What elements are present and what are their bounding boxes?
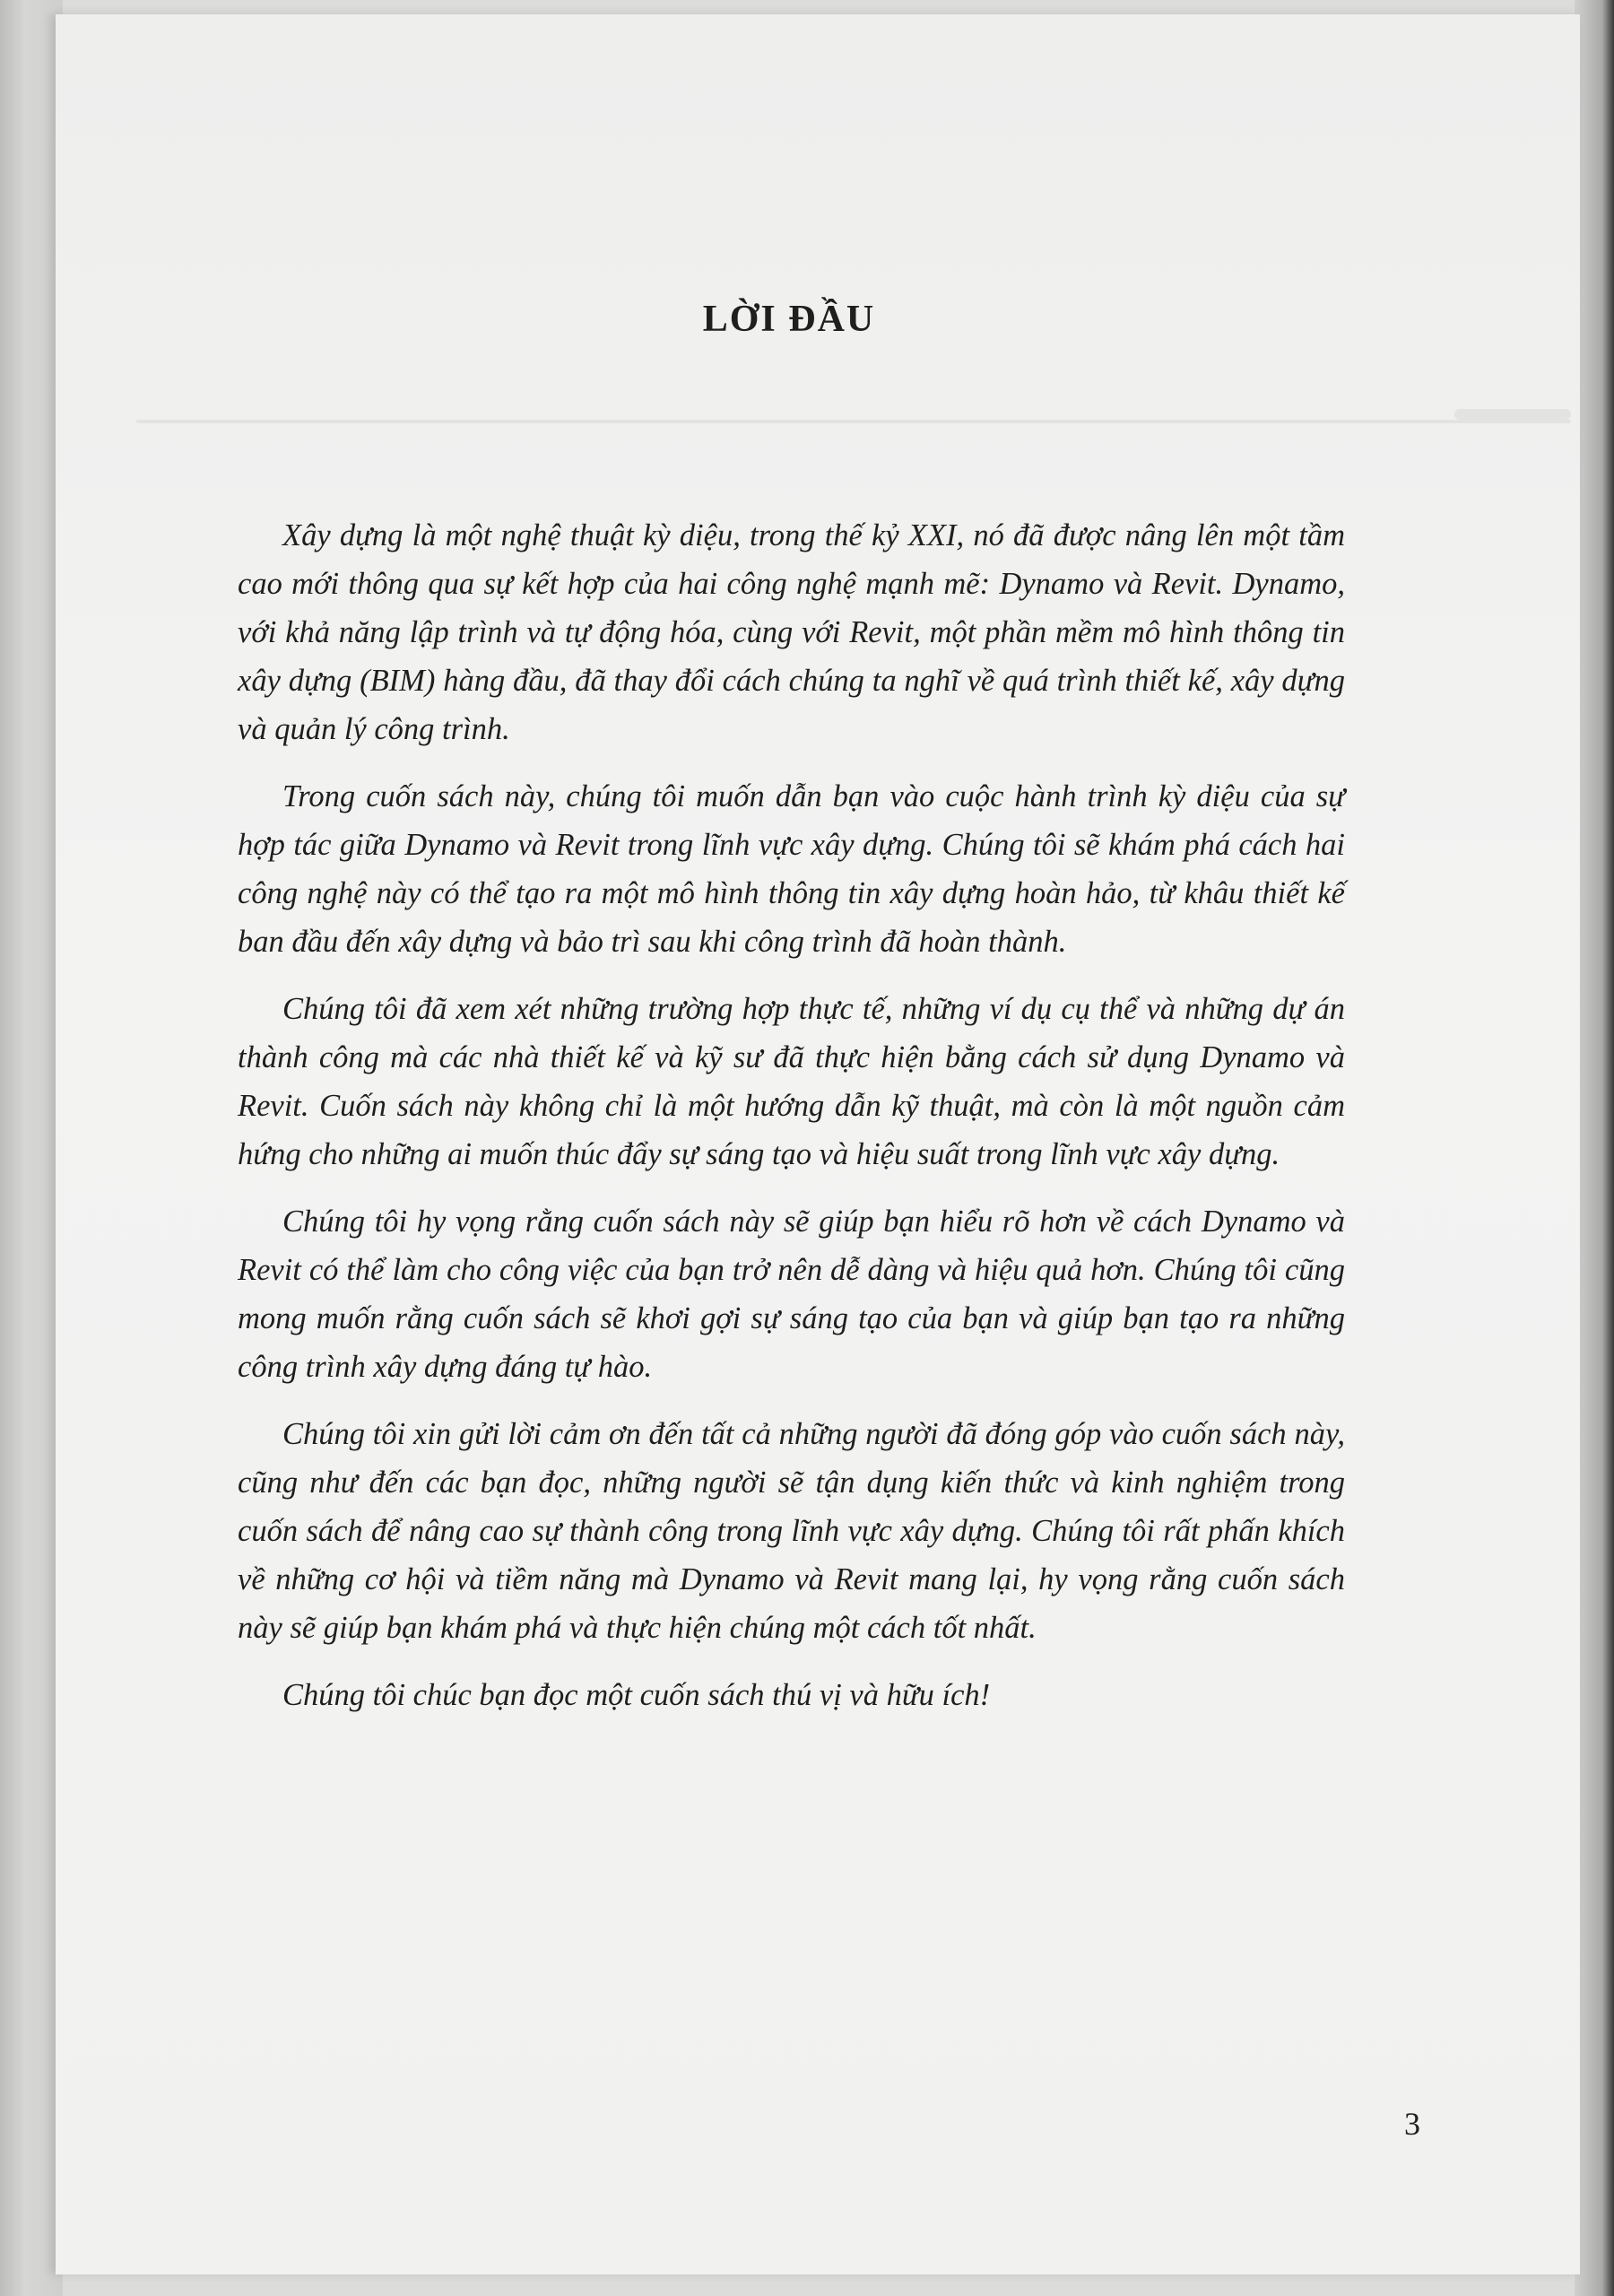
paragraph-3: Chúng tôi đã xem xét những trường hợp thực tế, những ví dụ cụ thể và những dự án thành công mà các nhà thiết kế và kỹ sư đã thực hiện bằng cách sử dụng Dynamo và Revit. Cuốn sách này không chỉ là một hướng dẫn kỹ thuật, mà còn là một nguồn cảm hứng cho những ai muốn thúc đẩy sự sáng tạo và hiệu suất trong lĩnh vực xây dựng. (238, 992, 1345, 1171)
bleed-through-mark (1454, 409, 1571, 420)
bleed-through-rule (136, 420, 1571, 423)
book-right-edge (1575, 0, 1614, 2296)
book-spine-edge (0, 0, 63, 2296)
paragraph-6: Chúng tôi chúc bạn đọc một cuốn sách thú vị và hữu ích! (282, 1678, 991, 1712)
paragraph-1: Xây dựng là một nghệ thuật kỳ diệu, trong thế kỷ XXI, nó đã được nâng lên một tầm cao mới thông qua sự kết hợp của hai công nghệ mạnh mẽ: Dynamo và Revit. Dynamo, với khả năng lập trình và tự động hóa, cùng với Revit, một phần mềm mô hình thông tin xây dựng (BIM) hàng đầu, đã thay đổi cách chúng ta nghĩ về quá trình thiết kế, xây dựng và quản lý công trình. (238, 518, 1345, 746)
page-number: 3 (1404, 2106, 1420, 2142)
paragraph-4: Chúng tôi hy vọng rằng cuốn sách này sẽ giúp bạn hiểu rõ hơn về cách Dynamo và Revit có thể làm cho công việc của bạn trở nên dễ dàng và hiệu quả hơn. Chúng tôi cũng mong muốn rằng cuốn sách sẽ khơi gợi sự sáng tạo của bạn và giúp bạn tạo ra những công trình xây dựng đáng tự hào. (238, 1205, 1345, 1384)
paragraph-5: Chúng tôi xin gửi lời cảm ơn đến tất cả những người đã đóng góp vào cuốn sách này, cũng như đến các bạn đọc, những người sẽ tận dụng kiến thức và kinh nghiệm trong cuốn sách để nâng cao sự thành công trong lĩnh vực xây dựng. Chúng tôi rất phấn khích về những cơ hội và tiềm năng mà Dynamo và Revit mang lại, hy vọng rằng cuốn sách này sẽ giúp bạn khám phá và thực hiện chúng một cách tốt nhất. (238, 1417, 1345, 1645)
preface-body (238, 511, 1345, 1738)
paragraph-2: Trong cuốn sách này, chúng tôi muốn dẫn bạn vào cuộc hành trình kỳ diệu của sự hợp tác giữa Dynamo và Revit trong lĩnh vực xây dựng. Chúng tôi sẽ khám phá cách hai công nghệ này có thể tạo ra một mô hình thông tin xây dựng hoàn hảo, từ khâu thiết kế ban đầu đến xây dựng và bảo trì sau khi công trình đã hoàn thành. (238, 779, 1345, 959)
page-title: LỜI ĐẦU (702, 299, 876, 340)
